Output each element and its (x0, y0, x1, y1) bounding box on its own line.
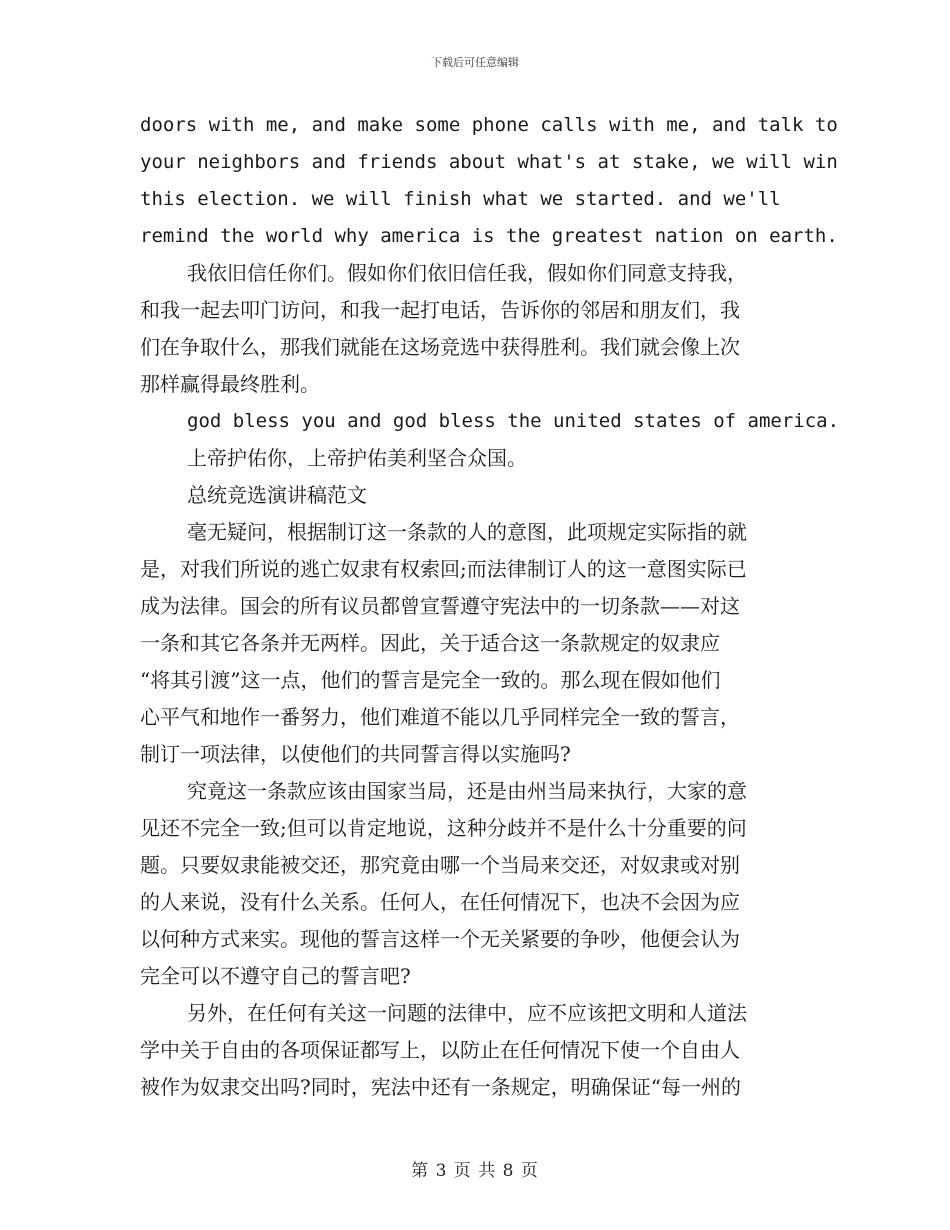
paragraph-line: 们在争取什么，那我们就能在这场竞选中获得胜利。我们就会像上次 (140, 335, 740, 359)
paragraph-line: 完全可以不遵守自己的誓言吧? (140, 964, 411, 988)
paragraph-line: 一条和其它各条并无两样。因此，关于适合这一条款规定的奴隶应 (140, 631, 720, 655)
paragraph-line: 毫无疑问，根据制订这一条款的人的意图，此项规定实际指的就 (187, 520, 747, 544)
paragraph-line: 心平气和地作一番努力，他们难道不能以几乎同样完全一致的誓言， (140, 705, 740, 729)
paragraph-line: 见还不完全一致;但可以肯定地说，这种分歧并不是什么十分重要的问 (140, 816, 747, 840)
english-blessing: god bless you and god bless the united states of america. (187, 410, 840, 432)
english-line: doors with me, and make some phone calls with me, and talk to (140, 114, 838, 136)
paragraph-line: 以何种方式来实。现他的誓言这样一个无关紧要的争吵，他便会认为 (140, 927, 740, 951)
english-line: your neighbors and friends about what's at stake, we will win (140, 151, 838, 173)
paragraph-line: 被作为奴隶交出吗?同时，宪法中还有一条规定，明确保证“每一州的 (140, 1075, 741, 1099)
paragraph-line: 的人来说，没有什么关系。任何人，在任何情况下，也决不会因为应 (140, 890, 740, 914)
english-line: this election. we will finish what we started. and we'll (140, 188, 781, 210)
paragraph-line: 我依旧信任你们。假如你们依旧信任我，假如你们同意支持我， (187, 261, 747, 285)
paragraph-line: “将其引渡”这一点，他们的誓言是完全一致的。那么现在假如他们 (140, 668, 721, 692)
section-title: 总统竞选演讲稿范文 (187, 483, 367, 507)
paragraph-line: 和我一起去叩门访问，和我一起打电话，告诉你的邻居和朋友们，我 (140, 298, 740, 322)
paragraph-line: 成为法律。国会的所有议员都曾宣誓遵守宪法中的一切条款——对这 (140, 594, 740, 618)
page-header: 下载后可任意编辑 (431, 56, 519, 69)
paragraph-line: 是，对我们所说的逃亡奴隶有权索回;而法律制订人的这一意图实际已 (140, 557, 747, 581)
paragraph-line: 学中关于自由的各项保证都写上，以防止在任何情况下使一个自由人 (140, 1038, 740, 1062)
document-body (140, 107, 840, 1106)
paragraph-line: 那样赢得最终胜利。 (140, 372, 320, 396)
chinese-blessing: 上帝护佑你，上帝护佑美利坚合众国。 (187, 446, 527, 470)
paragraph-line: 制订一项法律，以使他们的共同誓言得以实施吗? (140, 742, 571, 766)
page-footer: 第 3 页 共 8 页 (411, 1161, 539, 1181)
paragraph-line: 题。只要奴隶能被交还，那究竟由哪一个当局来交还，对奴隶或对别 (140, 853, 740, 877)
paragraph-line: 另外，在任何有关这一问题的法律中，应不应该把文明和人道法 (187, 1001, 747, 1025)
paragraph-line: 究竟这一条款应该由国家当局，还是由州当局来执行，大家的意 (187, 779, 747, 803)
english-line: remind the world why america is the greatest nation on earth. (140, 225, 838, 247)
